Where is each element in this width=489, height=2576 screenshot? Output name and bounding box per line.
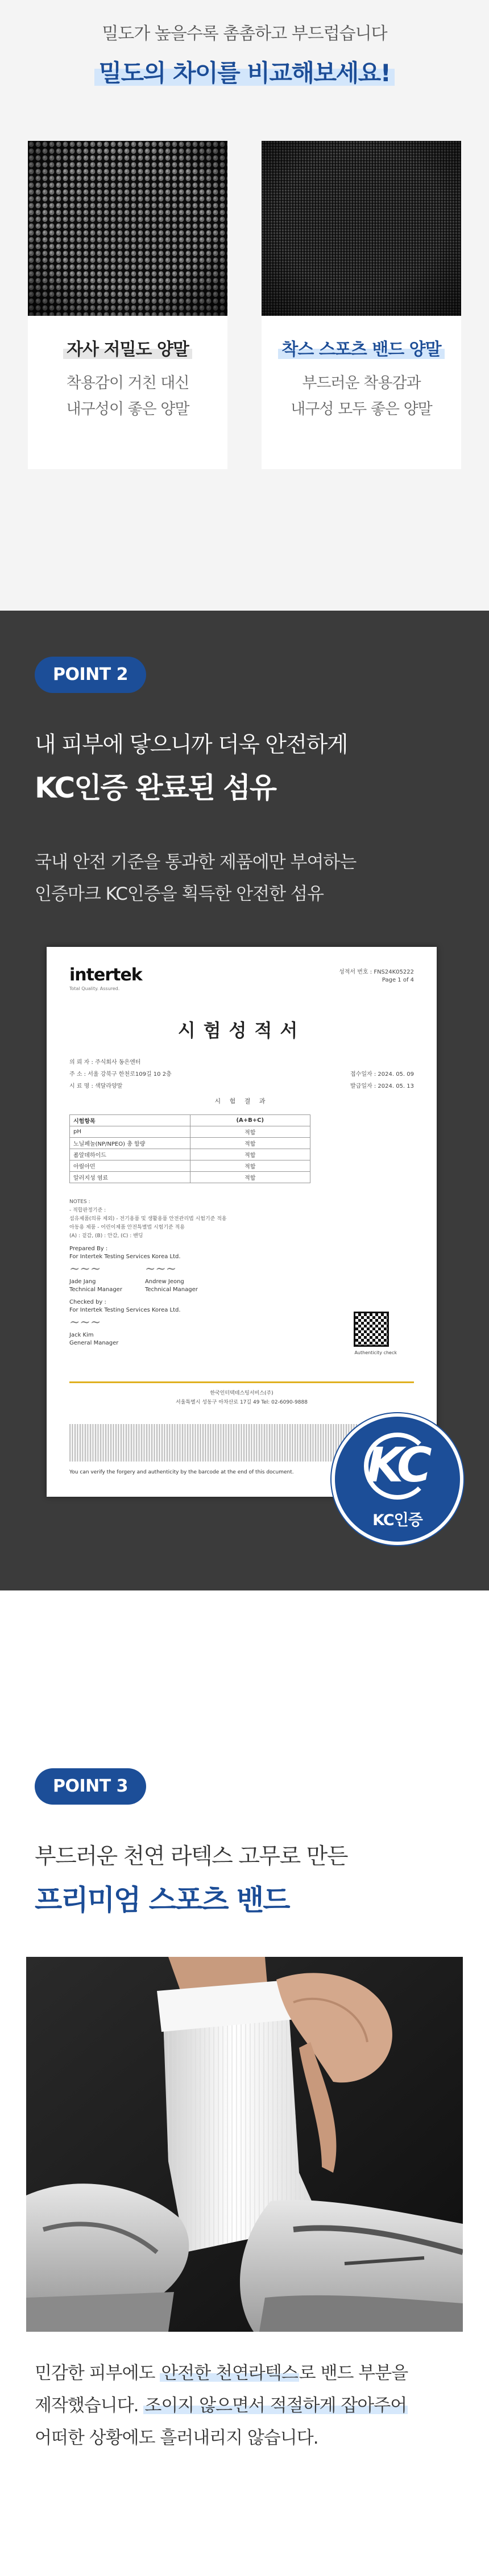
certificate-heading: 시험성적서 — [177, 1020, 306, 1041]
comparison-cards — [28, 141, 461, 469]
intertek-logo: intertek — [69, 965, 142, 985]
point3-title: 프리미엄 스포츠 밴드 — [35, 1884, 289, 1917]
low-density-desc: 착용감이 거친 대신 내구성이 좋은 양말 — [66, 374, 189, 418]
density-section — [0, 0, 489, 611]
test-certificate — [47, 947, 437, 1497]
low-density-label: 자사 저밀도 양말 — [63, 335, 192, 360]
kc-certification-section — [0, 611, 489, 1590]
certificate-table-row — [70, 1160, 310, 1172]
certificate-test-result: 적합 — [190, 1160, 310, 1172]
point3-description: 민감한 피부에도 안전한 천연라텍스로 밴드 부분을 제작했습니다. 조이지 않으면서 적절하게 잡아주어 어떠한 상황에도 흘러내리지 않습니다. — [35, 2363, 408, 2448]
signature-1: ~~~ — [69, 1262, 101, 1276]
point2-subtitle: 내 피부에 닿으니까 더욱 안전하게 — [35, 732, 348, 758]
high-density-label: 착스 스포츠 밴드 양말 — [278, 335, 444, 360]
high-density-desc: 부드러운 착용감과 내구성 모두 좋은 양말 — [291, 374, 432, 418]
certificate-test-item: 시험항목 — [70, 1115, 190, 1126]
certificate-test-result: 적합 — [190, 1149, 310, 1160]
intertek-tagline: Total Quality. Assured. — [69, 986, 120, 991]
high-density-card — [262, 141, 461, 469]
certificate-test-item: 폼알데하이드 — [70, 1149, 190, 1160]
certificate-test-result: (A+B+C) — [190, 1115, 310, 1126]
certificate-table-row — [70, 1149, 310, 1160]
kc-label: KC인증 — [372, 1512, 422, 1529]
certificate-test-item: 알러지성 염료 — [70, 1172, 190, 1183]
point3-subtitle: 부드러운 천연 라텍스 고무로 만든 — [35, 1844, 348, 1869]
certificate-receipt-date: 접수일자 : 2024. 05. 09 — [350, 1071, 414, 1078]
sock-photo-illustration — [26, 1957, 463, 2332]
low-density-fabric-image — [28, 141, 227, 316]
sock-on-foot-photo — [26, 1957, 463, 2332]
certificate-bottom-note: You can verify the forgery and authenticity by the barcode at the end of this document. — [69, 1469, 294, 1475]
certificate-table-row — [70, 1126, 310, 1138]
kc-logo-icon: KC — [366, 1437, 429, 1493]
certificate-table-row — [70, 1138, 310, 1149]
certificate-test-item: pH — [70, 1126, 190, 1138]
certificate-sample: 시 료 명 : 색달라양말 — [69, 1083, 123, 1089]
certificate-test-item: 아릴아민 — [70, 1160, 190, 1172]
certificate-address: 주 소 : 서울 강북구 한천로109길 10 2층 — [69, 1071, 172, 1078]
certificate-test-item: 노닐페놀(NP/NPEO) 총 함량 — [70, 1138, 190, 1149]
density-title: 밀도의 차이를 비교해보세요! — [94, 55, 395, 89]
certificate-checked-by: Checked by : For Intertek Testing Services Korea Ltd. ~~~ Jack Kim General Manager — [69, 1299, 414, 1347]
low-density-card — [28, 141, 227, 469]
certificate-table-row — [70, 1115, 310, 1126]
fit-highlight: 조이지 않으면서 적절하게 잡아주어 — [144, 2395, 407, 2416]
qr-code-icon — [354, 1312, 389, 1347]
certificate-prepared-by: Prepared By : For Intertek Testing Services Korea Ltd. ~~~ Jade Jang Technical Manager ~~~ Andrew Jeong Technical Manager — [69, 1246, 198, 1293]
certificate-reference: 성적서 번호 : FNS24K05222 Page 1 of 4 — [339, 969, 414, 983]
certificate-notes: NOTES : - 적합판정기준 : 섬유제품(의류 제외) - 전기용품 및 생활용품 안전관리법 시험기준 적용 아동용 제품 - 어린이제품 안전특별법 시험기준 적용 (A) : 겉감, (B) : 안감, (C) : 밴딩 — [69, 1199, 227, 1239]
point3-badge: POINT 3 — [35, 1768, 146, 1805]
signature-3: ~~~ — [69, 1316, 101, 1330]
point2-description: 국내 안전 기준을 통과한 제품에만 부여하는 인증마크 KC인증을 획득한 안전한 섬유 — [35, 852, 357, 904]
certificate-test-result: 적합 — [190, 1172, 310, 1183]
certificate-test-result: 적합 — [190, 1126, 310, 1138]
certificate-footer: 한국인터텍테스팅서비스(주) 서울특별시 성동구 아차산로 17길 49 Tel: 02-6090-9888 — [176, 1391, 308, 1405]
natural-latex-highlight: 안전한 천연라텍스 — [161, 2363, 298, 2383]
certificate-table-row — [70, 1172, 310, 1183]
certificate-result-table — [69, 1114, 310, 1183]
high-density-fabric-image — [262, 141, 461, 316]
sports-band-section — [0, 1590, 489, 2576]
density-subtitle: 밀도가 높을수록 촘촘하고 부드럽습니다 — [102, 24, 387, 44]
point2-title: KC인증 완료된 섬유 — [35, 771, 276, 804]
signature-2: ~~~ — [144, 1262, 177, 1276]
certificate-test-result: 적합 — [190, 1138, 310, 1149]
certificate-footer-divider — [69, 1381, 414, 1383]
certificate-issue-date: 발급일자 : 2024. 05. 13 — [350, 1083, 414, 1089]
certificate-applicant: 의 뢰 자 : 주식회사 동은엔터 — [69, 1059, 141, 1066]
authenticity-check-label: Authenticity check — [354, 1350, 397, 1355]
point2-badge: POINT 2 — [35, 657, 146, 693]
coarse-knit-texture — [28, 141, 227, 316]
kc-certification-mark — [331, 1413, 463, 1545]
fine-knit-texture — [262, 141, 461, 316]
certificate-result-caption: 시 험 결 과 — [214, 1097, 269, 1105]
